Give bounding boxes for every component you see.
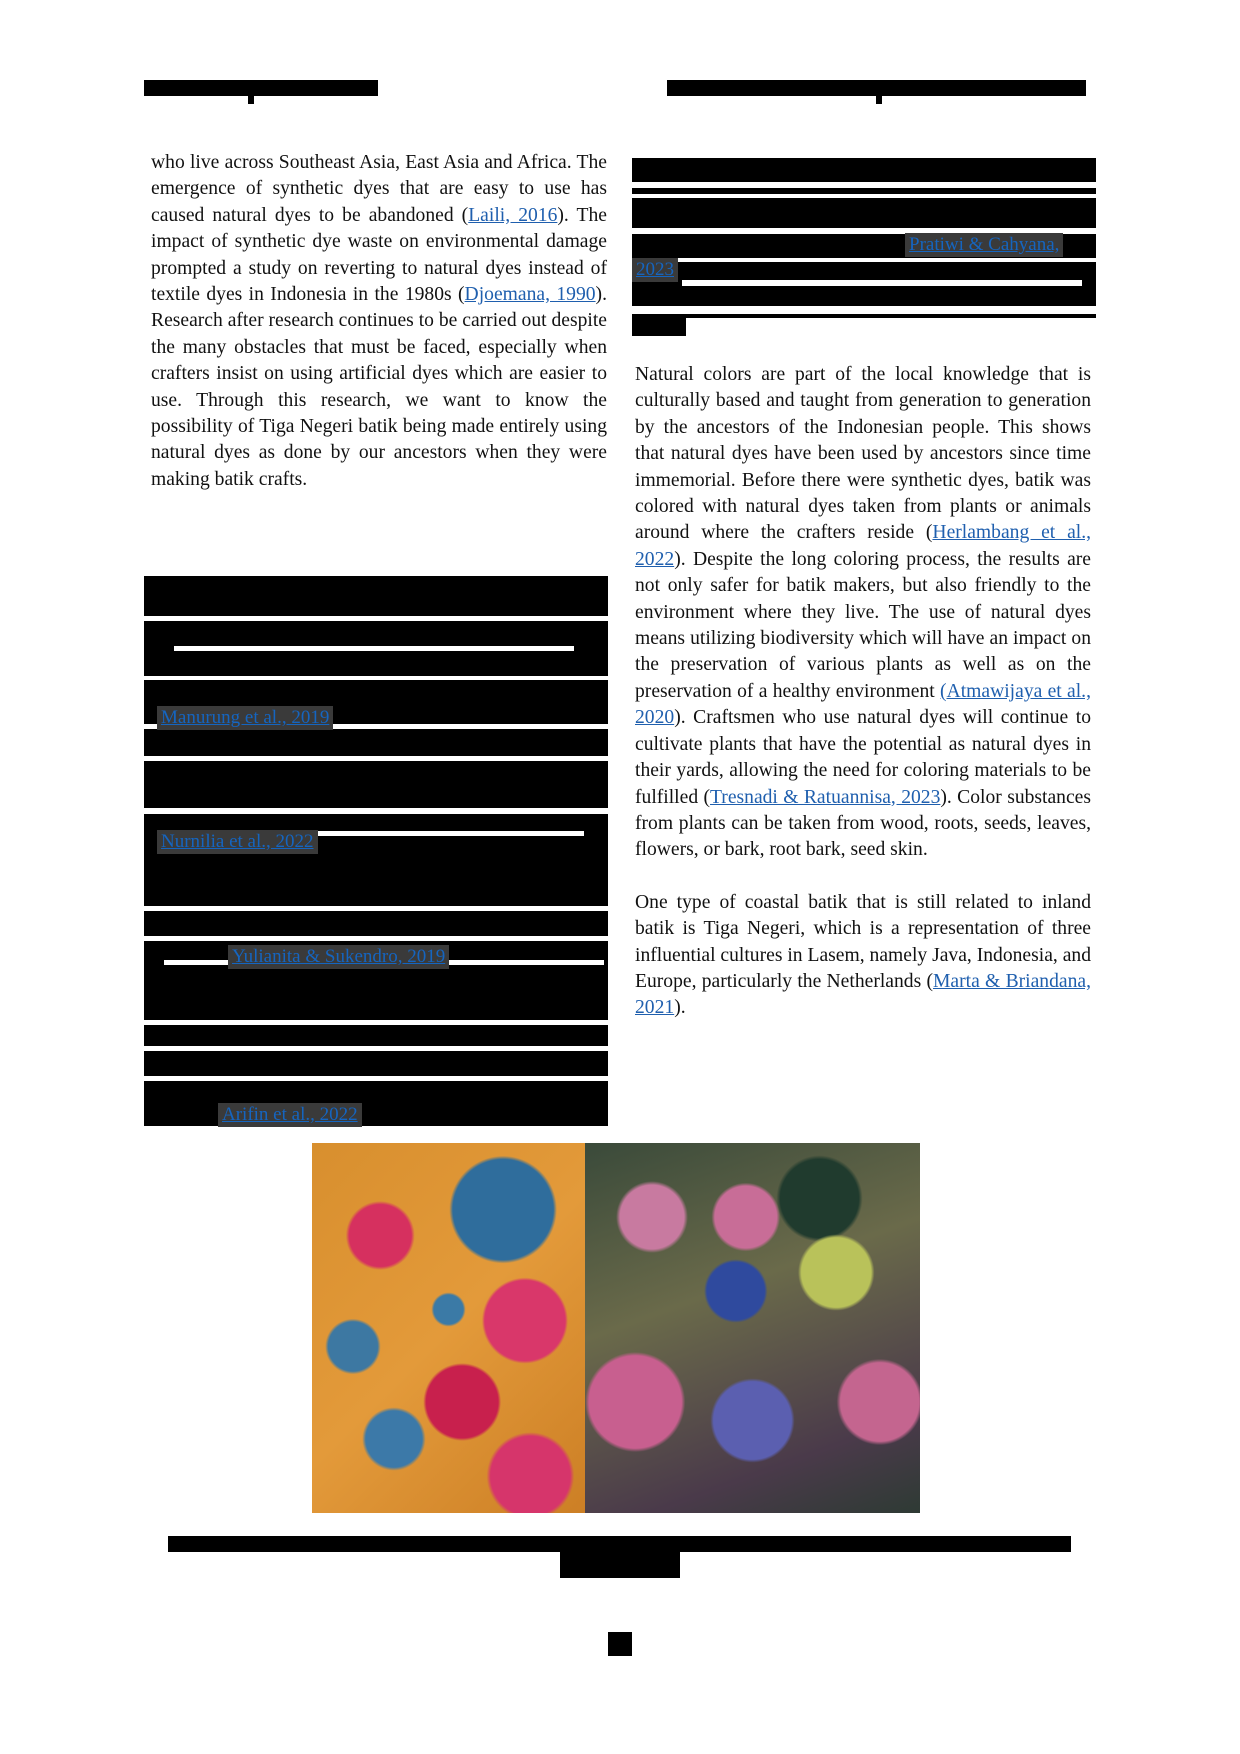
left-column-text [151, 150, 607, 493]
body-text: ). Craftsmen who use natural dyes will continue to cultivate plants that have the potential as natural dyes in their yards, allowing the need for coloring materials to be fulfilled ( [635, 707, 1091, 808]
batik-dark-floral-photo [585, 1143, 920, 1513]
citation-link-pratiwi[interactable]: Pratiwi & Cahyana, [905, 233, 1063, 257]
citation-link[interactable]: (Atmawijaya et al., 2020 [635, 680, 1091, 729]
body-text: ). Color substances from plants can be taken from wood, roots, seeds, leaves, flowers, or bark, root bark, seed skin. [635, 786, 1091, 861]
running-header-right [667, 80, 1086, 96]
body-text: who live across Southeast Asia, East Asia and Africa. The emergence of synthetic dyes that are easy to use has caused natural dyes to be abandoned ( [151, 152, 607, 226]
citation-link-arifin[interactable]: Arifin et al., 2022 [218, 1103, 362, 1127]
citation-link[interactable]: Herlambang et al., 2022 [635, 522, 1092, 570]
citation-link-pratiwi-year[interactable]: 2023 [632, 258, 678, 282]
body-text: ). The impact of synthetic dye waste on environmental damage prompted a study on reverting to natural dyes instead of textile dyes in Indonesia in the 1980s ( [151, 204, 607, 306]
citation-link-yulianita[interactable]: Yulianita & Sukendro, 2019 [228, 945, 449, 969]
body-text: One type of coastal batik that is still related to inland batik is Tiga Negeri, which is a representation of three influential cultures in Lasem, namely Java, Indonesia, and Europe, particularly the Netherlands ( [635, 891, 1091, 992]
right-paragraph-2 [635, 890, 1091, 1022]
citation-link[interactable]: Tresnadi & Ratuannisa, 2023 [710, 786, 941, 808]
right-paragraph-1 [635, 362, 1091, 864]
running-header-left [144, 80, 378, 96]
body-text: ). Research after research continues to be carried out despite the many obstacles that must be faced, especially when crafters insist on using artificial dyes which are easier to use. Through this research, we want to know the possibility of Tiga Negeri batik being made entirely using natural dyes as done by our ancestors when they were making batik crafts. [151, 284, 607, 490]
citation-link-manurung[interactable]: Manurung et al., 2019 [157, 706, 333, 730]
citation-link-nurnilia[interactable]: Nurnilia et al., 2022 [157, 830, 318, 854]
right-column-text [635, 362, 1091, 1022]
body-text: ). Despite the long coloring process, the results are not only safer for batik makers, but also friendly to the environment where they live. The use of natural dyes means utilizing biodiversity which will have an impact on the preservation of various plants as well as on the preservation of a healthy environment [635, 548, 1091, 702]
batik-orange-floral-photo [312, 1143, 585, 1513]
body-text: Natural colors are part of the local knowledge that is culturally based and taught from generation to generation by the ancestors of the Indonesian people. This shows that natural dyes have been used by ancestors since time immemorial. Before there were synthetic dyes, batik was colored with natural dyes taken from plants or animals around where the crafters reside ( [635, 364, 1091, 544]
figure-batik-photos [312, 1143, 920, 1513]
running-header-left-descender [248, 96, 254, 104]
citation-link[interactable]: Marta & Briandana, 2021 [635, 970, 1091, 1019]
page-number [608, 1632, 632, 1656]
figure-caption-line-2 [560, 1552, 680, 1578]
body-text: ). [674, 997, 686, 1019]
running-header-right-descender [876, 96, 882, 104]
citation-link[interactable]: Laili, 2016 [468, 204, 558, 226]
left-paragraph-1 [151, 150, 607, 493]
figure-caption-line-1 [168, 1536, 1071, 1552]
citation-link[interactable]: Djoemana, 1990 [464, 284, 596, 306]
